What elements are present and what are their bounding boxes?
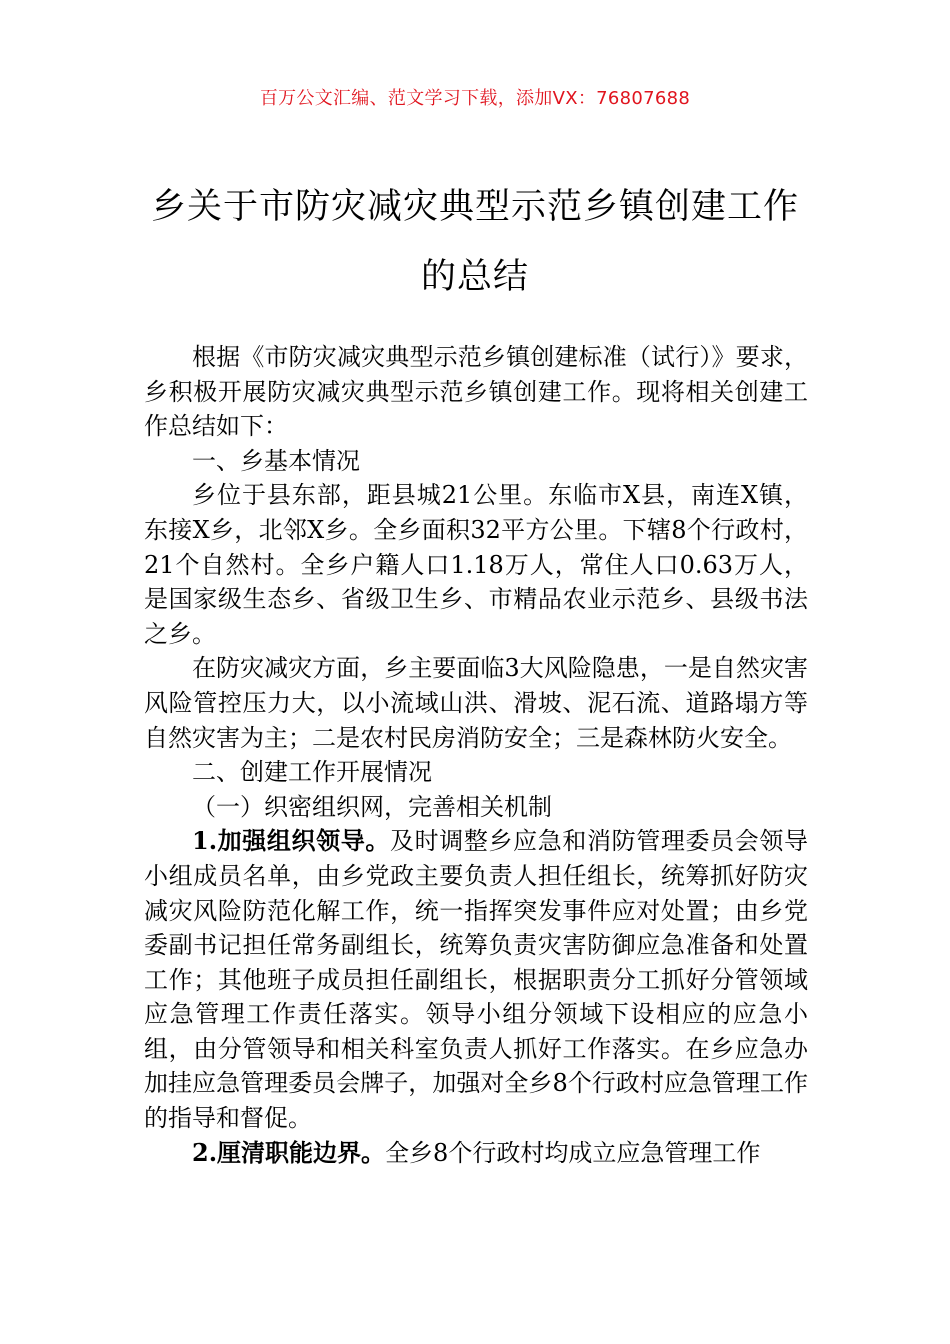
paragraph-basic-info [144,478,808,651]
heading-text: 一、乡基本情况 [192,446,360,475]
document-title [0,172,950,312]
title-line-1: 乡关于市防灾减灾典型示范乡镇创建工作 [150,187,799,227]
paragraph-intro [144,340,808,444]
paragraph-lead: 2.厘清职能边界。 [192,1137,386,1167]
paragraph-text: 乡位于县东部，距县城21公里。东临市X县，南连X镇，东接X乡，北邻X乡。全乡面积32平方公里。下辖8个行政村，21个自然村。全乡户籍人口1.18万人，常住人口0.63万人，是国家级生态乡、省级卫生乡、市精品农业示范乡、县级书法之乡。 [144,481,808,648]
paragraph-organization [144,824,808,1135]
heading-section-2 [144,755,808,790]
paragraph-boundaries [144,1136,808,1171]
heading-text: 二、创建工作开展情况 [192,758,432,787]
paragraph-text: 根据《市防灾减灾典型示范乡镇创建标准（试行）》要求，乡积极开展防灾减灾典型示范乡镇创建工作。现将相关创建工作总结如下： [144,343,808,441]
heading-section-1 [144,444,808,479]
paragraph-text: 全乡8个行政村均成立应急管理工作 [385,1138,761,1167]
paragraph-text: 在防灾减灾方面，乡主要面临3大风险隐患，一是自然灾害风险管控压力大，以小流域山洪、滑坡、泥石流、道路塌方等自然灾害为主；二是农村民房消防安全；三是森林防火安全。 [144,654,808,752]
paragraph-text: 及时调整乡应急和消防管理委员会领导小组成员名单，由乡党政主要负责人担任组长，统筹抓好防灾减灾风险防范化解工作，统一指挥突发事件应对处置；由乡党委副书记担任常务副组长，统筹负责灾害防御应急准备和处置工作；其他班子成员担任副组长，根据职责分工抓好分管领域应急管理工作责任落实。领导小组分领域下设相应的应急小组，由分管领导和相关科室负责人抓好工作落实。在乡应急办加挂应急管理委员会牌子，加强对全乡8个行政村应急管理工作的指导和督促。 [144,827,809,1133]
paragraph-risks [144,651,808,755]
subheading-text: （一）织密组织网，完善相关机制 [192,792,552,821]
promo-banner: 百万公文汇编、范文学习下载，添加VX：76807688 [259,88,691,109]
subheading-1 [144,790,808,825]
document-body [144,340,808,1170]
paragraph-lead: 1.加强组织领导。 [192,826,391,856]
title-line-2: 的总结 [420,257,529,297]
